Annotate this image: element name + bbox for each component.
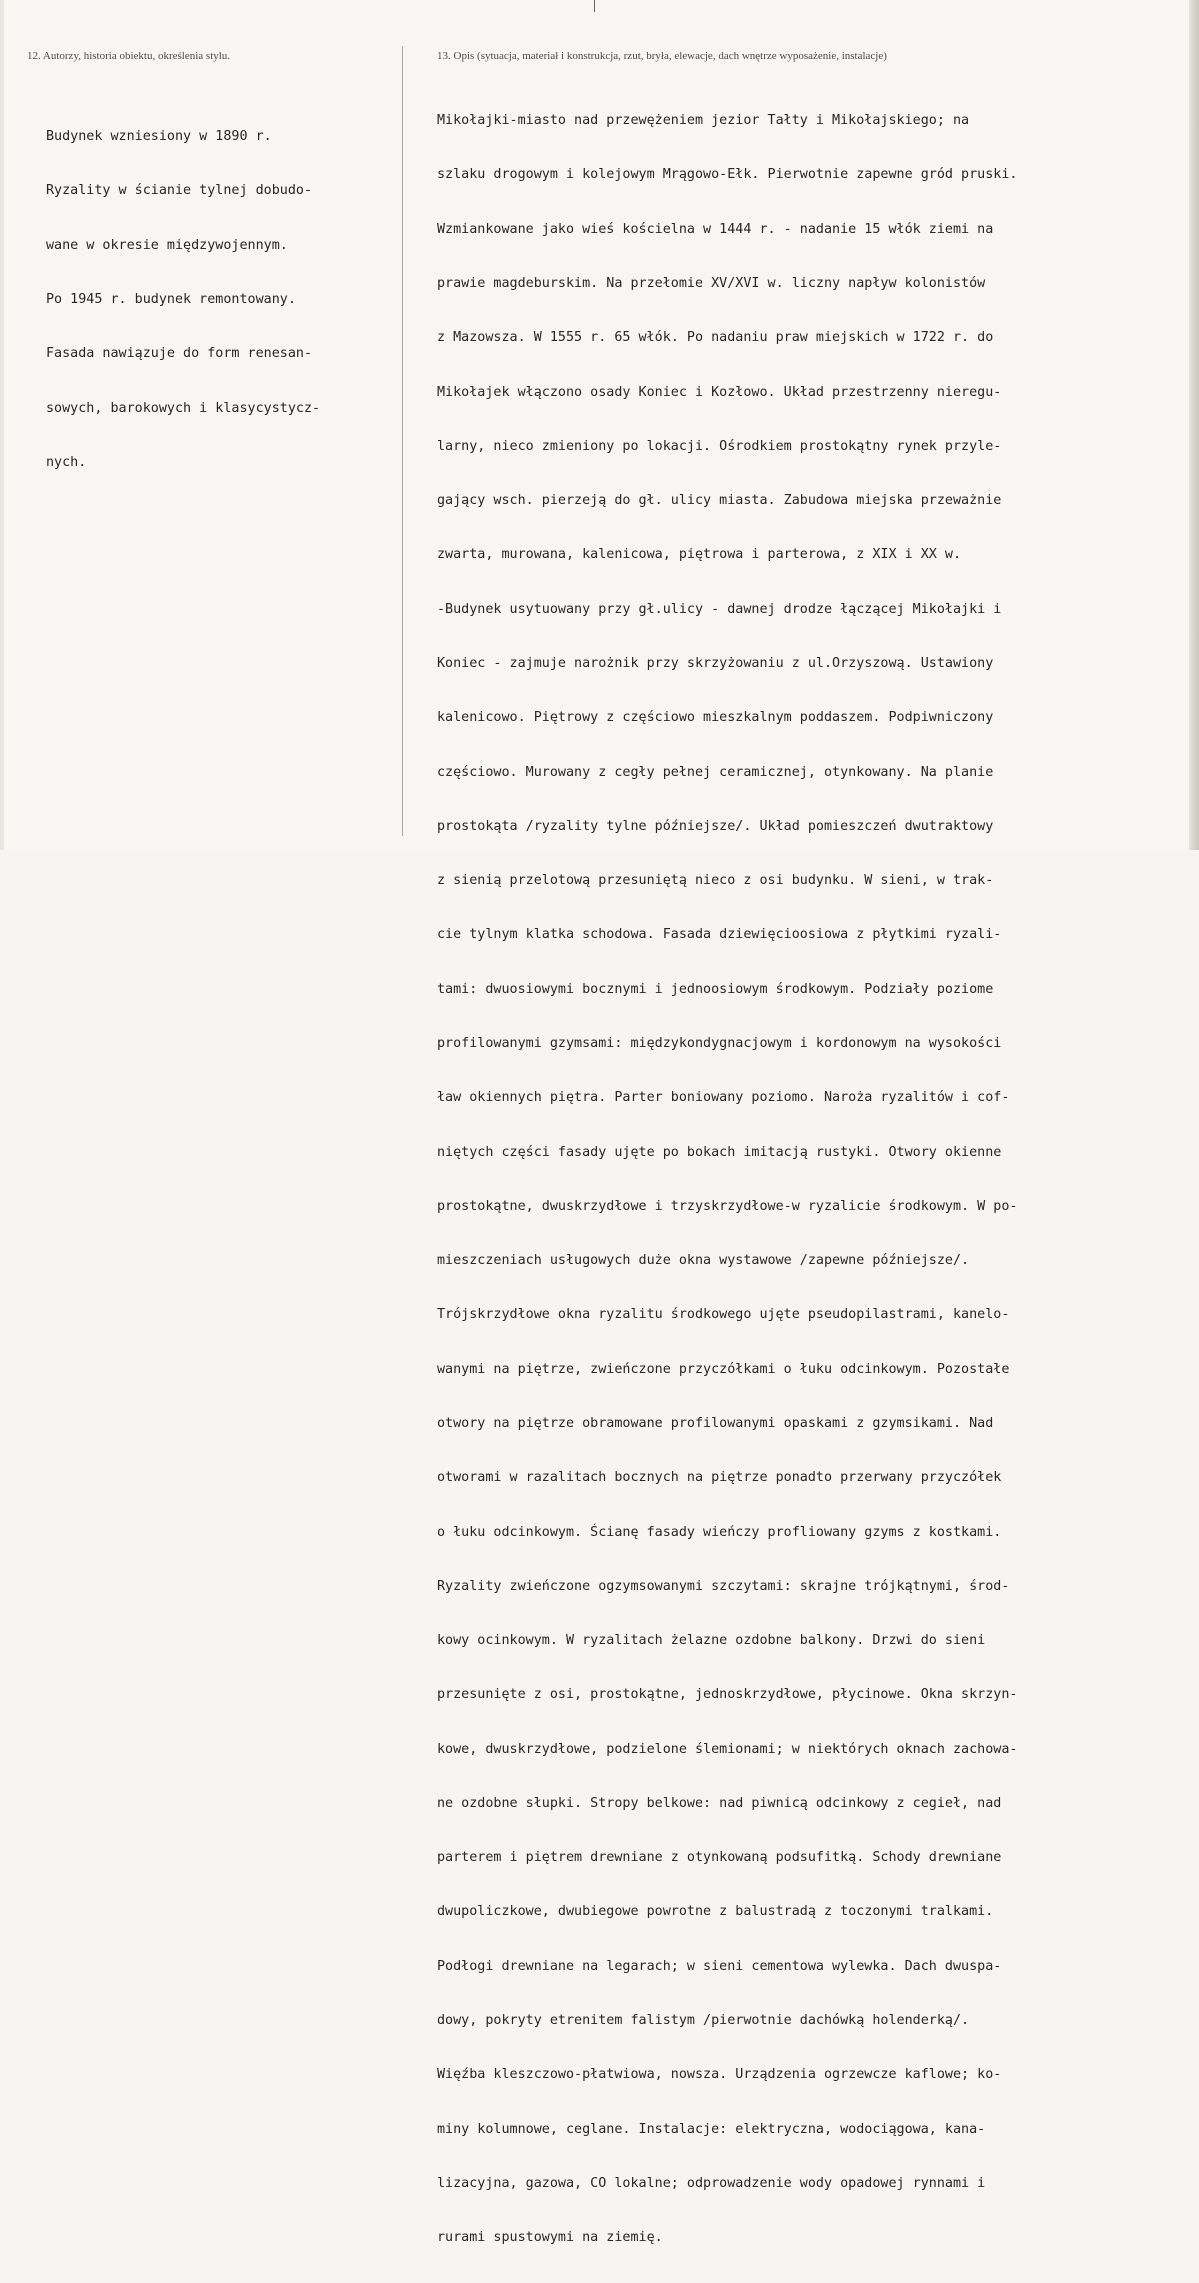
text-line: prostokątne, dwuskrzydłowe i trzyskrzydłowe-w ryzalicie środkowym. W po- — [437, 1198, 1018, 1214]
text-line: Koniec - zajmuje narożnik przy skrzyżowaniu z ul.Orzyszową. Ustawiony — [437, 656, 994, 671]
text-line: przesunięte z osi, prostokątne, jednoskrzydłowe, płycinowe. Okna skrzyn- — [437, 1687, 1018, 1703]
section-12-header: 12. Autorzy, historia obiektu, określenia stylu. — [27, 50, 231, 62]
text-line: Wzmiankowane jako wieś kościelna w 1444 r. - nadanie 15 włók ziemi na — [437, 221, 994, 237]
text-line: rurami spustowymi na ziemię. — [437, 2230, 663, 2246]
text-line: zwarta, murowana, kalenicowa, piętrowa i parterowa, z XIX i XX w. — [437, 547, 962, 563]
text-line: kowe, dwuskrzydłowe, podzielone ślemionami; w niektórych oknach zachowa- — [437, 1741, 1018, 1757]
text-line: gający wsch. pierzeją do gł. ulicy miasta. Zabudowa miejska przeważnie — [437, 493, 1002, 509]
text-line: Trójskrzydłowe okna ryzalitu środkowego ujęte pseudopilastrami, kanelo- — [437, 1307, 1010, 1323]
text-line: prostokąta /ryzality tylne późniejsze/. Układ pomieszczeń dwutraktowy — [437, 818, 994, 834]
text-line: profilowanymi gzymsami: międzykondygnacjowym i kordonowym na wysokości — [437, 1035, 1002, 1051]
section-13-header: 13. Opis (sytuacja, materiał i konstrukcja, rzut, bryła, elewacje, dach wnętrze wyposażenie, instalacje) — [437, 50, 887, 62]
column-divider — [402, 46, 403, 836]
text-line: otworami w razalitach bocznych na piętrze ponadto przerwany przyczółek — [437, 1470, 1002, 1486]
text-line: parterem i piętrem drewniane z otynkowaną podsufitką. Schody drewniane — [437, 1850, 1002, 1866]
sheet-right-edge — [1189, 0, 1199, 850]
text-line: Fasada nawiązuje do form renesan- — [46, 346, 313, 362]
text-line: o łuku odcinkowym. Ścianę fasady wieńczy profliowany gzyms z kostkami. — [437, 1524, 1002, 1540]
text-line: kalenicowo. Piętrowy z częściowo mieszkalnym poddaszem. Podpiwniczony — [437, 710, 994, 726]
text-line: Więźba kleszczowo-płatwiowa, nowsza. Urządzenia ogrzewcze kaflowe; ko- — [437, 2067, 1002, 2083]
description-text — [437, 76, 1017, 2283]
text-line: Po 1945 r. budynek remontowany. — [46, 292, 296, 308]
text-line: ne ozdobne słupki. Stropy belkowe: nad piwnicą odcinkowy z cegieł, nad — [437, 1795, 1002, 1811]
text-line: wanymi na piętrze, zwieńczone przyczółkami o łuku odcinkowym. Pozostałe — [437, 1361, 1010, 1377]
history-text — [46, 92, 320, 508]
text-line: dwupoliczkowe, dwubiegowe powrotne z balustradą z toczonymi tralkami. — [437, 1904, 994, 1920]
text-line: miny kolumnowe, ceglane. Instalacje: elektryczna, wodociągowa, kana- — [437, 2121, 986, 2137]
text-line: prawie magdeburskim. Na przełomie XV/XVI w. liczny napływ kolonistów — [437, 276, 986, 292]
text-line: ław okiennych piętra. Parter boniowany poziomo. Naroża ryzalitów i cof- — [437, 1090, 1010, 1106]
text-line: lizacyjna, gazowa, CO lokalne; odprowadzenie wody opadowej rynnami i — [437, 2175, 986, 2191]
text-line: z Mazowsza. W 1555 r. 65 włók. Po nadaniu praw miejskich w 1722 r. do — [437, 330, 994, 346]
text-line: częściowo. Murowany z cegły pełnej ceramicznej, otynkowany. Na planie — [437, 764, 994, 780]
text-line: kowy ocinkowym. W ryzalitach żelazne ozdobne balkony. Drzwi do sieni — [437, 1633, 986, 1649]
text-line: otwory na piętrze obramowane profilowanymi opaskami z gzymsikami. Nad — [437, 1415, 994, 1431]
text-line: szlaku drogowym i kolejowym Mrągowo-Ełk. Pierwotnie zapewne gród pruski. — [437, 167, 1018, 183]
text-line: mieszczeniach usługowych duże okna wystawowe /zapewne późniejsze/. — [437, 1253, 970, 1269]
text-line: dowy, pokryty etrenitem falistym /pierwotnie dachówką holenderką/. — [437, 2013, 970, 2029]
text-line: cie tylnym klatka schodowa. Fasada dziewięcioosiowa z płytkimi ryzali- — [437, 927, 1002, 943]
text-line: nych. — [46, 454, 87, 470]
text-line: wane w okresie międzywojennym. — [46, 237, 288, 253]
text-line: Ryzality zwieńczone ogzymsowanymi szczytami: skrajne trójkątnymi, środ- — [437, 1578, 1010, 1594]
text-line: tami: dwuosiowymi bocznymi i jednoosiowym środkowym. Podziały poziome — [437, 981, 994, 997]
text-line: -Budynek usytuowany przy gł.ulicy - dawnej drodze łączącej Mikołajki i — [437, 601, 1002, 617]
text-line: Podłogi drewniane na legarach; w sieni cementowa wylewka. Dach dwuspa- — [437, 1958, 1002, 1974]
top-tick-mark — [594, 0, 595, 12]
text-line: Ryzality w ścianie tylnej dobudo- — [46, 183, 313, 199]
text-line: z sienią przelotową przesuniętą nieco z osi budynku. W sieni, w trak- — [437, 873, 994, 889]
sheet-left-edge — [0, 0, 4, 850]
text-line: sowych, barokowych i klasycystycz- — [46, 400, 321, 416]
text-line: Mikołajek włączono osady Koniec i Kozłowo. Układ przestrzenny nieregu- — [437, 384, 1002, 400]
text-line: Budynek wzniesiony w 1890 r. — [46, 129, 272, 145]
text-line: Mikołajki-miasto nad przewężeniem jezior Tałty i Mikołajskiego; na — [437, 113, 970, 129]
text-line: niętych części fasady ujęte po bokach imitacją rustyki. Otwory okienne — [437, 1144, 1002, 1160]
text-line: larny, nieco zmieniony po lokacji. Ośrodkiem prostokątny rynek przyle- — [437, 438, 1002, 454]
